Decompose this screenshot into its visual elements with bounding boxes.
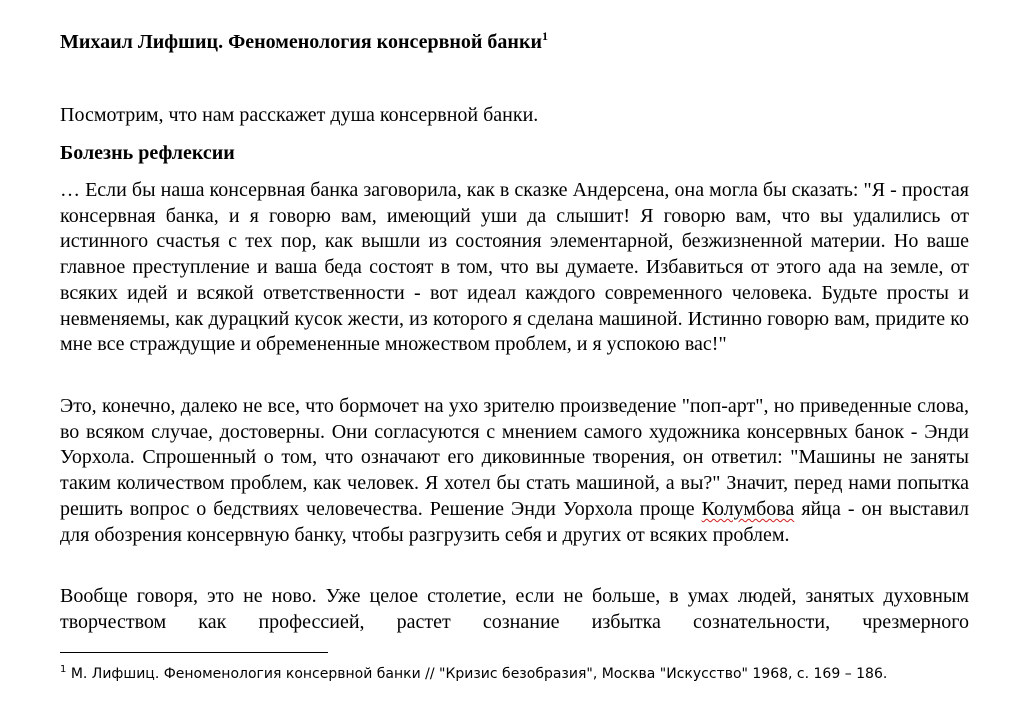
body-paragraph-1: … Если бы наша консервная банка заговорила, как в сказке Андерсена, она могла бы сказать: "Я - простая консервная банка, и я говорю вам, имеющий уши да слышит! Я говорю вам, что вы удалились от истинного счастья с тех пор, как вышли из состояния элементарной, безжизненной материи. Но ваше главное преступление и ваша беда состоят в том, что вы думаете. Избавиться от этого ада на земле, от всяких идей и всякой ответственности - вот идеал каждого современного человека. Будьте просты и невменяемы, как дурацкий кусок жести, из которого я сделана машиной. Истинно говорю вам, придите ко мне все страждущие и обремененные множеством проблем, и я успокою вас!" <box>60 179 969 356</box>
spellcheck-flagged-word[interactable]: Колумбова <box>701 497 795 520</box>
footnote-text: М. Лифшиц. Феноменология консервной банки // "Кризис безобразия", Москва "Искусство" 1968, с. 169 – 186. <box>66 666 888 682</box>
document-page <box>60 0 969 716</box>
paragraph-text-before: Это, конечно, далеко не все, что бормочет на ухо зрителю произведение "поп-арт", но приведенные слова, во всяком случае, достоверны. Они согласуются с мнением самого художника консервных банок - Энди Уорхола. Спрошенный о том, что означают его диковинные творения, он ответил: "Машины не заняты таким количеством проблем, как человек. Я хотел бы стать машиной, а вы?" Значит, перед нами попытка решить вопрос о бедствиях человечества. Решение Энди Уорхола проще <box>60 395 969 520</box>
body-paragraph-2 <box>60 394 969 548</box>
footnote-number: 1 <box>60 664 67 675</box>
body-paragraph-3: Вообще говоря, это не ново. Уже целое столетие, если не больше, в умах людей, занятых духовным творчеством как профессией, растет сознание избытка сознательности, чрезмерного <box>60 585 969 633</box>
intro-paragraph: Посмотрим, что нам расскажет душа консервной банки. <box>60 104 539 126</box>
footnote <box>60 664 887 684</box>
title-text: Михаил Лифшиц. Феноменология консервной банки <box>60 31 543 53</box>
footnote-reference[interactable]: 1 <box>542 29 549 43</box>
document-title <box>60 29 548 55</box>
section-heading: Болезнь рефлексии <box>60 142 235 164</box>
paragraph-text-after: яйца - он выставил для обозрения консервную банку, чтобы разгрузить себя и других от всяких проблем. <box>60 497 969 546</box>
footnote-separator <box>60 652 328 653</box>
